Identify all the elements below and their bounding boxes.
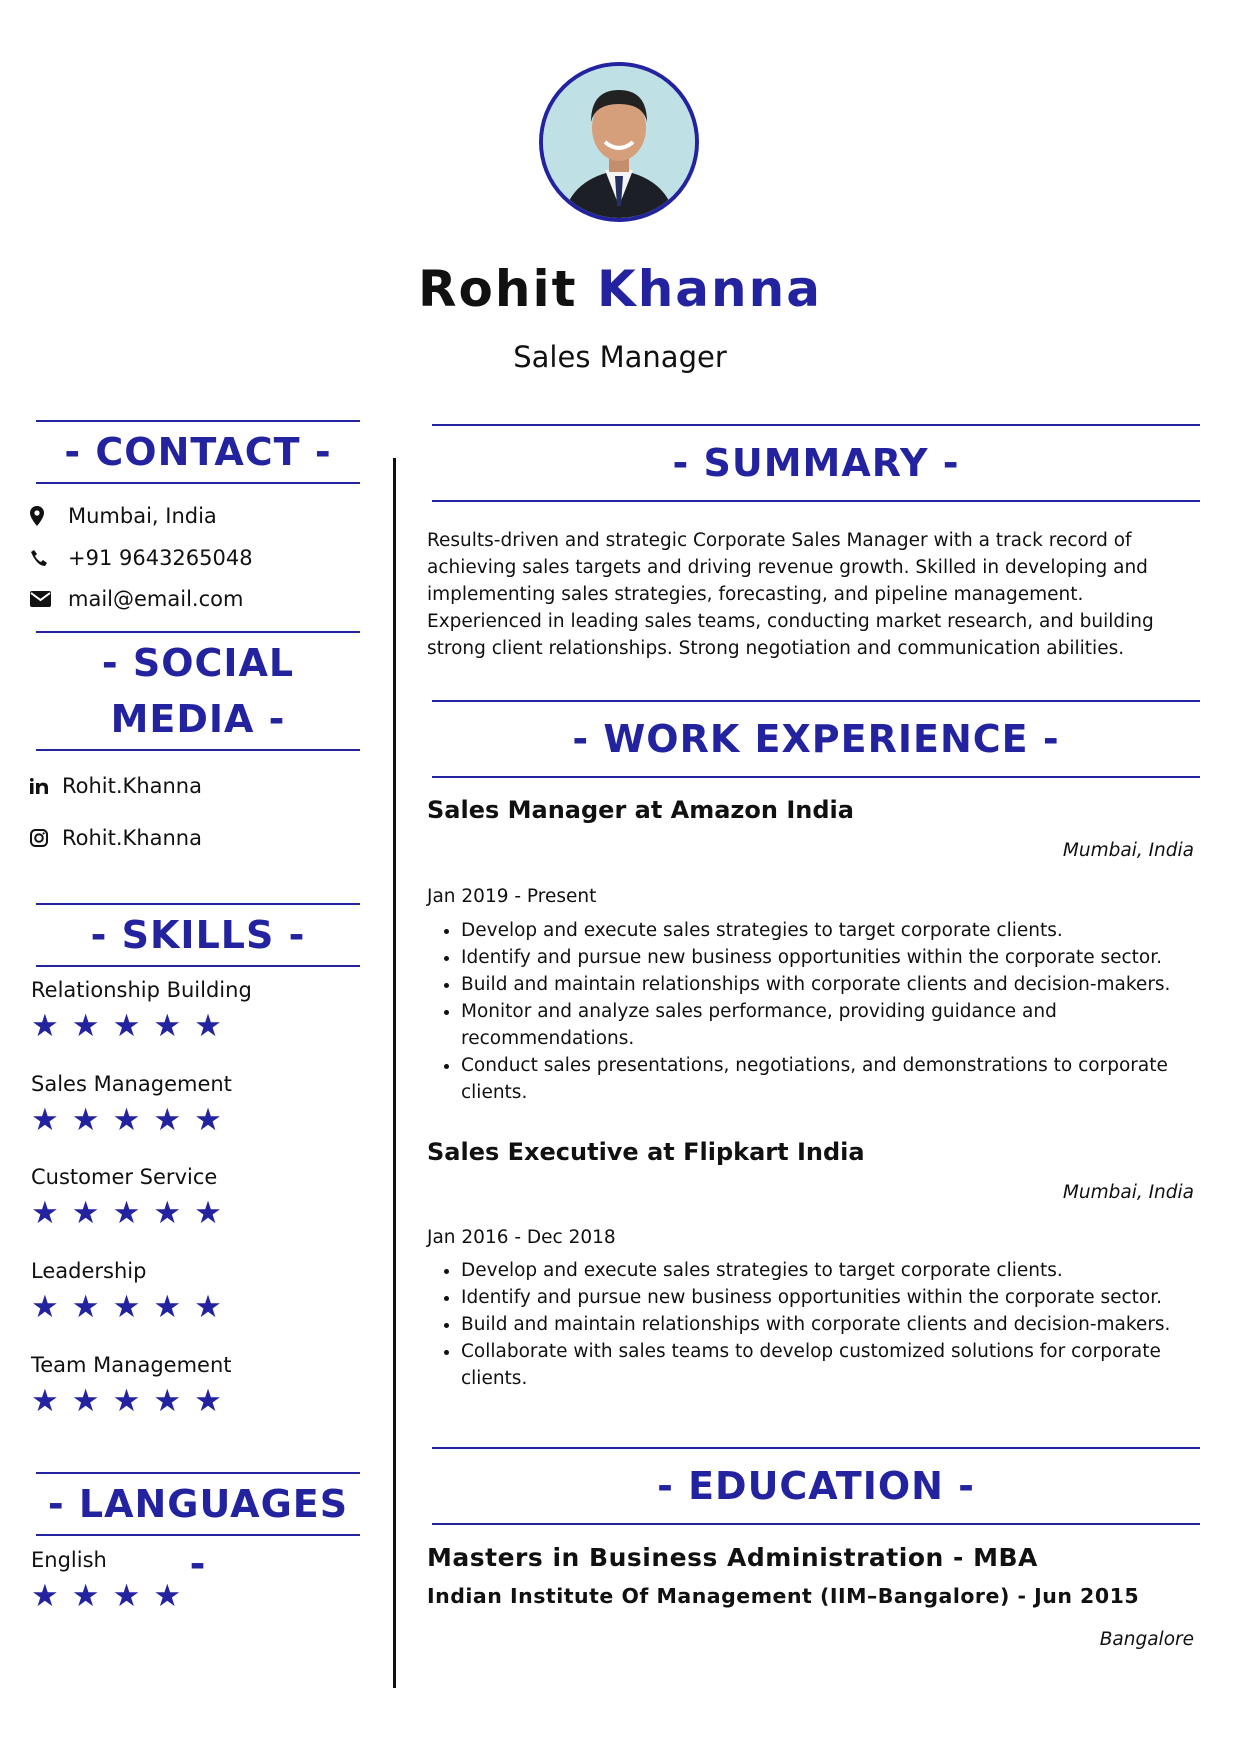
language-rating-stars: ★★★★ bbox=[31, 1578, 195, 1614]
envelope-icon bbox=[30, 591, 68, 607]
work-experience-heading: - WORK EXPERIENCE - bbox=[432, 700, 1200, 778]
skill-name: Team Management bbox=[31, 1353, 232, 1377]
list-item: • Collaborate with sales teams to develop customized solutions for corporate clients. bbox=[461, 1338, 1207, 1392]
list-item: • Build and maintain relationships with corporate clients and decision-makers. bbox=[461, 971, 1207, 998]
summary-heading: - SUMMARY - bbox=[432, 424, 1200, 502]
job-responsibilities bbox=[427, 1257, 1207, 1392]
skill-name: Customer Service bbox=[31, 1165, 218, 1189]
list-item: • Develop and execute sales strategies to target corporate clients. bbox=[461, 1257, 1207, 1284]
contact-location bbox=[30, 504, 217, 528]
job-title-heading: Sales Executive at Flipkart India bbox=[427, 1138, 865, 1166]
skill-rating-stars: ★★★★★ bbox=[31, 1383, 235, 1419]
list-item: • Conduct sales presentations, negotiations, and demonstrations to corporate clients. bbox=[461, 1052, 1207, 1106]
contact-heading: - CONTACT - bbox=[36, 420, 360, 484]
linkedin-handle: Rohit.Khanna bbox=[62, 774, 202, 798]
list-item: • Develop and execute sales strategies to target corporate clients. bbox=[461, 917, 1207, 944]
social-heading-line1: - SOCIAL bbox=[101, 641, 295, 685]
skill-rating-stars: ★★★★★ bbox=[31, 1195, 235, 1231]
education-location: Bangalore bbox=[1099, 1629, 1194, 1650]
summary-text: Results-driven and strategic Corporate Sales Manager with a track record of achieving sales targets and driving revenue growth. Skilled in developing and implementing sales strategies, forecasting, and pipeline management. Experienced in leading sales teams, conducting market research, and building strong client relationships. Strong negotiation and communication abilities. bbox=[427, 530, 1154, 659]
list-item: • Monitor and analyze sales performance, providing guidance and recommendations. bbox=[461, 998, 1207, 1052]
language-name: English bbox=[31, 1548, 107, 1572]
education-heading: - EDUCATION - bbox=[432, 1447, 1200, 1525]
contact-email-text: mail@email.com bbox=[68, 587, 244, 611]
languages-heading: - LANGUAGES - bbox=[36, 1472, 360, 1536]
social-heading-line2: MEDIA - bbox=[110, 697, 286, 741]
skill-name: Sales Management bbox=[31, 1072, 232, 1096]
column-divider bbox=[393, 458, 396, 1688]
list-item: • Identify and pursue new business opportunities within the corporate sector. bbox=[461, 1284, 1207, 1311]
job-location: Mumbai, India bbox=[1062, 840, 1194, 861]
linkedin-icon bbox=[30, 778, 62, 794]
list-item: • Identify and pursue new business opportunities within the corporate sector. bbox=[461, 944, 1207, 971]
last-name: Khanna bbox=[596, 260, 822, 318]
first-name: Rohit bbox=[418, 260, 578, 318]
list-item: • Build and maintain relationships with corporate clients and decision-makers. bbox=[461, 1311, 1207, 1338]
skills-heading: - SKILLS - bbox=[36, 903, 360, 967]
profile-photo bbox=[539, 62, 699, 222]
instagram-icon bbox=[30, 829, 62, 847]
job-responsibilities bbox=[427, 917, 1207, 1106]
skill-rating-stars: ★★★★★ bbox=[31, 1289, 235, 1325]
job-title-heading: Sales Manager at Amazon India bbox=[427, 796, 854, 824]
social-instagram[interactable] bbox=[30, 826, 202, 850]
instagram-handle: Rohit.Khanna bbox=[62, 826, 202, 850]
contact-email bbox=[30, 587, 243, 611]
skill-name: Leadership bbox=[31, 1259, 147, 1283]
phone-icon bbox=[30, 549, 68, 567]
job-dates: Jan 2016 - Dec 2018 bbox=[427, 1227, 616, 1248]
contact-location-text: Mumbai, India bbox=[68, 504, 217, 528]
job-location: Mumbai, India bbox=[1062, 1182, 1194, 1203]
job-title: Sales Manager bbox=[513, 340, 727, 374]
institution: Indian Institute Of Management (IIM–Bangalore) - Jun 2015 bbox=[427, 1584, 1140, 1608]
candidate-name bbox=[0, 260, 1240, 318]
social-linkedin[interactable] bbox=[30, 774, 202, 798]
skill-rating-stars: ★★★★★ bbox=[31, 1008, 235, 1044]
location-pin-icon bbox=[30, 506, 68, 526]
contact-phone-text: +91 9643265048 bbox=[68, 546, 253, 570]
skill-name: Relationship Building bbox=[31, 978, 252, 1002]
job-dates: Jan 2019 - Present bbox=[427, 886, 597, 907]
social-media-heading bbox=[36, 631, 360, 751]
contact-phone bbox=[30, 546, 253, 570]
avatar bbox=[543, 66, 695, 218]
degree: Masters in Business Administration - MBA bbox=[427, 1543, 1038, 1572]
skill-rating-stars: ★★★★★ bbox=[31, 1102, 235, 1138]
